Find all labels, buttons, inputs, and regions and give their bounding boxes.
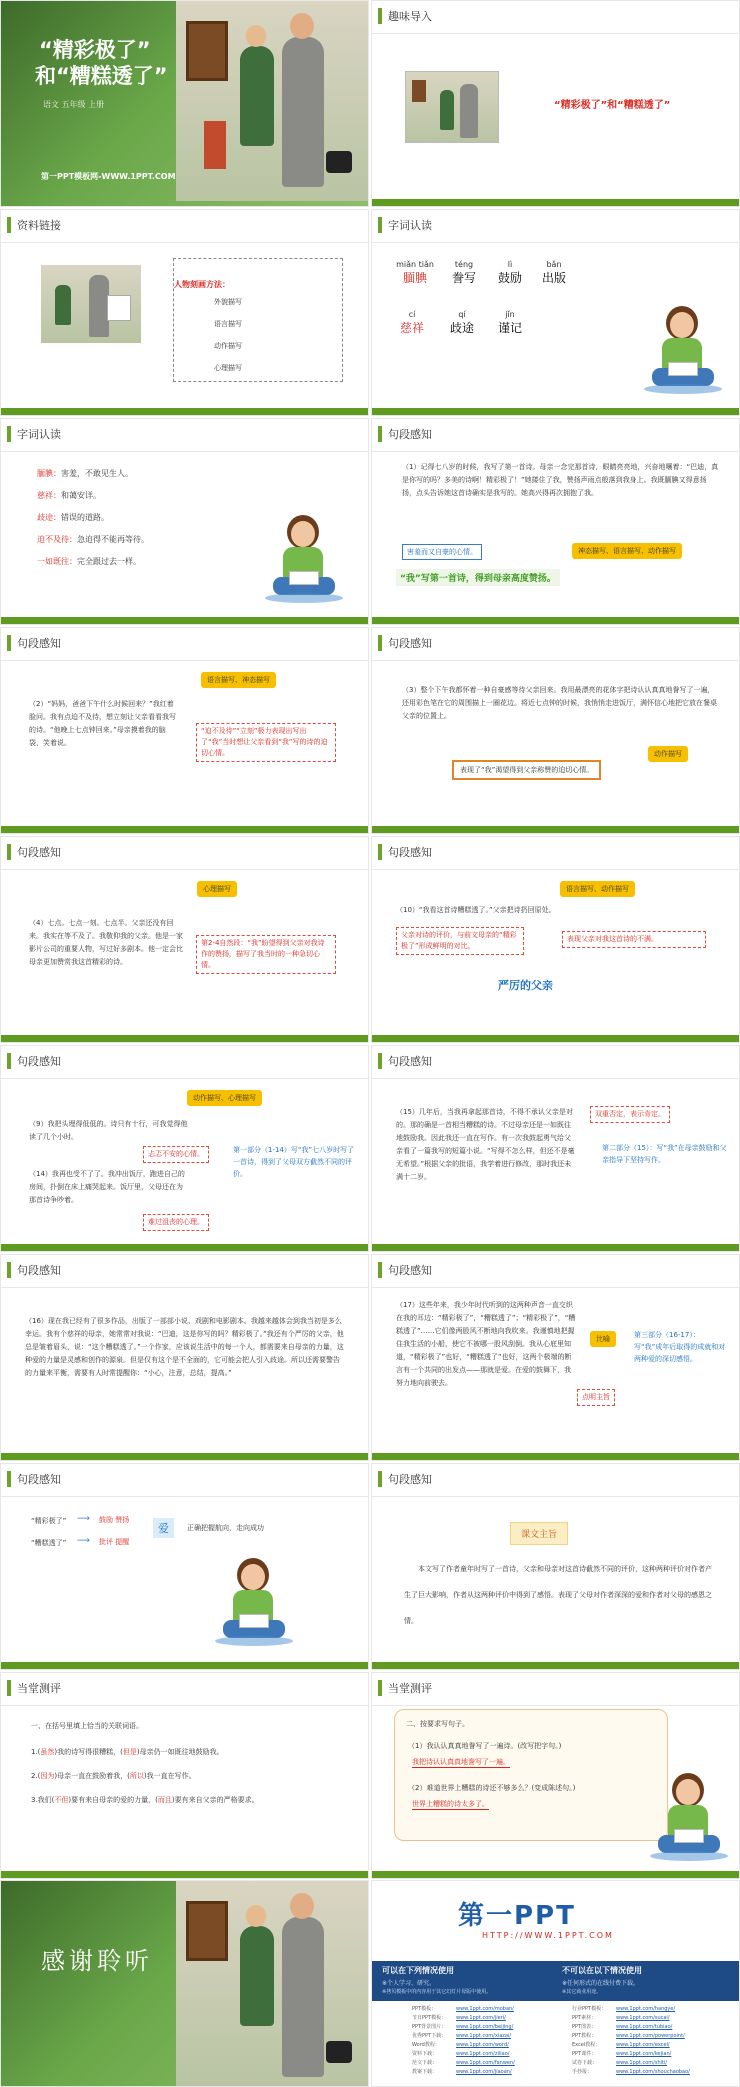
method-box: [173, 258, 343, 382]
credit-link-row[interactable]: [572, 2050, 732, 2059]
credit-link-url[interactable]: www.1ppt.com/tubiao/: [616, 2024, 673, 2030]
section-summary: 第三部分（16-17）：写“我”成年后取得的成就和对两种爱的深切感悟。: [634, 1331, 726, 1363]
credit-link-url[interactable]: www.1ppt.com/sucai/: [616, 2015, 670, 2021]
slide-header: [1, 210, 368, 243]
diagram-result: 鼓励 赞扬: [99, 1516, 130, 1524]
annotation-tag: 动作描写、心理描写: [187, 1090, 262, 1106]
credit-link-label: 行业PPT模板：: [572, 2006, 607, 2012]
right-link-list: [572, 2005, 732, 2077]
credit-link-url[interactable]: www.1ppt.com/shiti/: [616, 2060, 668, 2066]
reference-scene-thumbnail: [41, 265, 141, 343]
credit-link-url[interactable]: www.1ppt.com/jieri/: [456, 2015, 506, 2021]
credit-link-row[interactable]: [412, 2068, 562, 2077]
passage-text: （9）我把头埋得低低的。诗只有十行，可我觉得他读了几个小时。: [29, 1120, 188, 1141]
girl-reading-illustration: [263, 511, 343, 611]
love-badge: 爱: [153, 1518, 174, 1538]
credit-link-row[interactable]: [412, 2014, 562, 2023]
credit-link-row[interactable]: [412, 2059, 562, 2068]
slide-theme[interactable]: [371, 1463, 740, 1670]
method-item: 心理描写: [214, 364, 242, 372]
slide-passage-5[interactable]: [371, 836, 740, 1043]
cannot-use-note: ※其它商业用途。: [562, 1989, 602, 1995]
credit-link-row[interactable]: [572, 2041, 732, 2050]
slide-header: [372, 1673, 739, 1706]
slide-intro[interactable]: [371, 0, 740, 207]
diagram-outcome: 正确把握航向，走向成功: [187, 1524, 264, 1532]
credit-link-url[interactable]: www.1ppt.com/moban/: [456, 2006, 514, 2012]
pinyin-word: miǎn tiǎn 腼腆: [396, 260, 434, 285]
slide-passage-4[interactable]: [0, 836, 369, 1043]
passage-text: （1）记得七八岁的时候，我写了第一首诗。母亲一念完那首诗，眼睛亮亮地，兴奋地嚷着：“巴迪，真是你写的吗？多美的诗啊！精彩极了！”她搂住了我，赞扬声雨点般落到我身上。我既腼腆又得意扬扬，点头告诉她这首诗确实是我写的。她高兴得再次拥抱了我。: [402, 463, 719, 497]
quiz-answer: 我把诗认认真真地誊写了一遍。: [412, 1758, 510, 1766]
credit-link-url[interactable]: www.1ppt.com/kejian/: [616, 2051, 672, 2057]
girl-reading-illustration: [648, 1769, 728, 1869]
theme-badge: 课文主旨: [510, 1522, 568, 1545]
slide-title: 字词认读: [388, 219, 432, 232]
slide-header: [1, 419, 368, 452]
passage-text: （3）整个下午我都怀着一种自豪感等待父亲回来。我用最漂亮的花体字把诗认认真真地誊写了一遍，还用彩色笔在它的周围描上一圈花边。将近七点钟的时候，我悄悄走进饭厅，满怀信心地把它放在餐桌父亲的位置上。: [402, 686, 717, 720]
caption-text: 严厉的父亲: [498, 979, 553, 992]
credit-link-label: 教案下载：: [412, 2069, 438, 2075]
diagram-label: “精彩极了”: [31, 1517, 67, 1525]
credit-link-url[interactable]: www.1ppt.com/powerpoint/: [616, 2033, 685, 2039]
cover-title-line2: 和“糟糕透了”: [35, 64, 168, 88]
slide-header: [372, 1, 739, 34]
credit-link-label: 优秀PPT下载：: [412, 2033, 447, 2039]
passage-text: （16）现在我已经有了很多作品，出版了一部部小说、戏剧和电影剧本。我越来越体会到我当初是多么幸运。我有个慈祥的母亲，她常常对我说：“巴迪，这是你写的吗？精彩极了。”我还有个严厉的父亲，他总是皱着眉头，说：“这个糟糕透了。”一个作家，应该说生活中的每一个人，都需要来自母亲的力量，这种爱的力量是灵感和创作的源泉。但是仅有这个是不全面的，它可能会把人引入歧途。所以还需要警告的力量来平衡，需要有人时常提醒你：“小心，注意，总结，提高。”: [25, 1317, 344, 1377]
vocab-entry: 歧途：错误的道路。: [37, 513, 109, 522]
can-use-sub: ※个人学习、研究。: [382, 1980, 436, 1987]
slide-header: [1, 1046, 368, 1079]
quiz-line: 3.我们(不但)要有来自母亲的爱的力量，(而且)要有来自父亲的严格要求。: [31, 1796, 259, 1804]
credit-link-label: PPT背景图片：: [412, 2024, 447, 2030]
slide-title: 当堂测评: [17, 1682, 61, 1695]
credit-link-label: PPT教程：: [572, 2033, 597, 2039]
girl-reading-illustration: [642, 302, 722, 402]
slide-header: [1, 1464, 368, 1497]
intro-caption: “精彩极了”和“糟糕透了”: [554, 100, 671, 111]
quiz-question: 二、按要求写句子。: [406, 1720, 469, 1728]
vocab-entry: 慈祥：和蔼安详。: [37, 491, 101, 500]
passage-text: （17）这些年来，我少年时代听到的这两种声音一直交织在我的耳边：“精彩极了”，“糟糕透了”；“精彩极了”，“糟糕透了”……它们像两股风不断地向我吹来。我谨慎地把握住我生活的小船，使它不被哪一股风刮倒。我从心底里知道，“精彩极了”也好，“糟糕透了”也好，这两个极端的断言有一个共同的出发点——那就是爱。在爱的鼓舞下，我努力地向前驶去。: [396, 1301, 576, 1387]
pinyin-word: lì 鼓励: [497, 260, 522, 285]
credit-link-url[interactable]: www.1ppt.com/jiaoan/: [456, 2069, 512, 2075]
credit-link-label: 试卷下载：: [572, 2060, 598, 2066]
slide-header: [372, 419, 739, 452]
method-item: 语言描写: [214, 320, 242, 328]
arrow-right-icon: ⟶: [77, 1514, 90, 1524]
slide-title: 句段感知: [17, 1473, 61, 1486]
slide-passage-7[interactable]: [371, 1045, 740, 1252]
slide-quiz-1[interactable]: [0, 1672, 369, 1879]
slide-header: [1, 1255, 368, 1288]
credit-link-label: PPT课件：: [572, 2051, 597, 2057]
method-item: 外貌描写: [214, 298, 242, 306]
credit-link-label: Excel教程：: [572, 2042, 601, 2048]
annotation-box: 双重否定，表示肯定。: [590, 1106, 670, 1123]
slide-title: 句段感知: [388, 1473, 432, 1486]
cover-title-line1: “精彩极了”: [39, 38, 151, 62]
slide-header: [372, 210, 739, 243]
annotation-box: 难过沮丧的心理。: [143, 1214, 209, 1231]
annotation-box: “迫不及待”“立刻”极力表现出写出了“我”当时想让父亲看到“我”写的诗的迫切心情。: [196, 723, 336, 762]
credit-link-label: Word教程：: [412, 2042, 440, 2048]
slide-title: 句段感知: [17, 1264, 61, 1277]
slide-quiz-2[interactable]: [371, 1672, 740, 1879]
slide-vocab-meaning[interactable]: [0, 418, 369, 625]
slide-title: 资料链接: [17, 219, 61, 232]
credit-link-row[interactable]: [412, 2005, 562, 2014]
pinyin-word: qí 歧途: [449, 310, 474, 335]
slide-vocab-pinyin[interactable]: [371, 209, 740, 416]
credit-link-row[interactable]: [572, 2005, 732, 2014]
credit-link-url[interactable]: www.1ppt.com/excel/: [616, 2042, 670, 2048]
passage-text: （15）几年后，当我再拿起那首诗，不得不承认父亲是对的。那的确是一首相当糟糕的诗。不过母亲还是一如既往地鼓励我。因此我还一直在写作。有一次我鼓起勇气给父亲看了一篇我写的短篇小说。“写得不怎么样，但还不是毫无希望。”根据父亲的批语，我学着进行修改，那时我还未满十二岁。: [396, 1108, 575, 1181]
vocab-entry: 腼腆：害羞，不敢见生人。: [37, 469, 133, 478]
cannot-use-title: 不可以在以下情况使用: [562, 1966, 642, 1975]
cannot-use-sub: ※任何形式的在线付费下载。: [562, 1980, 640, 1987]
credit-link-row[interactable]: [572, 2023, 732, 2032]
vocab-entry: 迫不及待：急迫得不能再等待。: [37, 535, 149, 544]
annotation-box: 第2-4自然段：“我”盼望得到父亲对我诗作的赞扬，描写了我当时的一种急切心情。: [196, 935, 336, 974]
quiz-line: 2.(因为)母亲一直在鼓励着我，(所以)我一直在写作。: [31, 1772, 196, 1780]
pinyin-word: téng 誊写: [451, 260, 476, 285]
arrow-right-icon: ⟶: [77, 1536, 90, 1546]
credit-link-label: 节日PPT模板：: [412, 2015, 447, 2021]
cover-site-url[interactable]: 第一PPT模板网-WWW.1PPT.COM: [41, 172, 176, 181]
annotation-tag: 语言描写、神态描写: [201, 672, 276, 688]
vocab-entry: 一如既往：完全跟过去一样。: [37, 557, 141, 566]
credit-link-label: PPT图表：: [572, 2024, 597, 2030]
slide-passage-9[interactable]: [371, 1254, 740, 1461]
credit-link-url[interactable]: www.1ppt.com/shouchaobao/: [616, 2069, 690, 2075]
passage-text: （2）“妈妈，爸爸下午什么时候回来？”我红着脸问。我有点迫不及待，想立刻让父亲看看我写的诗。“他晚上七点钟回来。”母亲摸着我的脑袋，笑着说。: [29, 700, 176, 747]
slide-header: [1, 837, 368, 870]
credit-link-url[interactable]: www.1ppt.com/fanwen/: [456, 2060, 515, 2066]
slide-passage-3[interactable]: [371, 627, 740, 834]
pinyin-word: bǎn 出版: [541, 260, 566, 285]
brand-url[interactable]: HTTP://WWW.1PPT.COM: [482, 1931, 614, 1940]
diagram-result: 批评 提醒: [99, 1538, 130, 1546]
quiz-answer: 世界上糟糕的诗太多了。: [412, 1800, 489, 1808]
left-link-list: [412, 2005, 562, 2077]
quiz-question: （1）我认认真真地誊写了一遍诗。(改写把字句。): [408, 1742, 562, 1750]
credit-link-row[interactable]: [412, 2041, 562, 2050]
section-summary: 第一部分（1-14）写“我”七八岁时写了一首诗，得到了父母双方截然不同的评价。: [233, 1146, 355, 1178]
slide-credits[interactable]: [371, 1880, 740, 2087]
cover-subtitle: 语文 五年级 上册: [43, 100, 105, 109]
credit-link-row[interactable]: [572, 2059, 732, 2068]
can-use-title: 可以在下列情况使用: [382, 1966, 454, 1975]
slide-passage-2[interactable]: [0, 627, 369, 834]
brand-logo: 第一PPT: [458, 1901, 576, 1931]
annotation-tag: 心理描写: [197, 881, 237, 897]
credit-link-url[interactable]: www.1ppt.com/xiazai/: [456, 2033, 512, 2039]
intro-scene-thumbnail: [405, 71, 499, 143]
slide-passage-6[interactable]: [0, 1045, 369, 1252]
section-summary: 第二部分（15）：写“我”在母亲鼓励和父亲指导下坚持写作。: [602, 1144, 727, 1164]
method-item: 动作描写: [214, 342, 242, 350]
slide-title: 句段感知: [17, 637, 61, 650]
slide-header: [1, 628, 368, 661]
quiz-question: 一、在括号里填上恰当的关联词语。: [31, 1722, 143, 1730]
slide-header: [1, 1673, 368, 1706]
theme-text: 本文写了作者童年时写了一首诗，父亲和母亲对这首诗截然不同的评价，这种两种评价对作者产生了巨大影响，作者从这两种评价中得到了感悟。表现了父母对作者深深的爱和作者对父母的感恩之情。: [404, 1565, 712, 1625]
pinyin-word: jǐn 谨记: [497, 310, 522, 335]
slide-passage-1[interactable]: [371, 418, 740, 625]
slide-reference[interactable]: [0, 209, 369, 416]
diagram-label: “糟糕透了”: [31, 1539, 67, 1547]
credit-link-row[interactable]: [412, 2023, 562, 2032]
can-use-note: ※拷贝模板中的内容用于其它幻灯片母版中使用。: [382, 1989, 492, 1995]
slide-title: 句段感知: [388, 637, 432, 650]
slide-cover[interactable]: [0, 0, 369, 207]
credit-link-label: 范文下载：: [412, 2060, 438, 2066]
annotation-tag: 神态描写、语言描写、动作描写: [572, 543, 682, 559]
pinyin-word: cí 慈祥: [399, 310, 424, 335]
slide-passage-8[interactable]: [0, 1254, 369, 1461]
slide-header: [372, 628, 739, 661]
credit-link-row[interactable]: [572, 2068, 732, 2077]
slide-header: [372, 1255, 739, 1288]
cover-scene-illustration: [176, 1, 369, 201]
credit-link-row[interactable]: [412, 2032, 562, 2041]
slide-title: 句段感知: [17, 1055, 61, 1068]
credit-link-url[interactable]: www.1ppt.com/hangye/: [616, 2006, 676, 2012]
annotation-box: 父亲对诗的评价，与前文母亲的“精彩极了”形成鲜明的对比。: [396, 927, 524, 955]
slide-header: [372, 837, 739, 870]
slide-title: 句段感知: [388, 428, 432, 441]
credit-link-label: 资料下载：: [412, 2051, 438, 2057]
annotation-tag: 比喻: [590, 1331, 616, 1347]
credit-link-url[interactable]: www.1ppt.com/ziliao/: [456, 2051, 510, 2057]
annotation-box: 表现父亲对我这首诗的不满。: [562, 931, 706, 948]
credit-link-row[interactable]: [572, 2014, 732, 2023]
thanks-title: 感谢聆听: [41, 1947, 153, 1975]
credit-link-label: PPT素材：: [572, 2015, 597, 2021]
passage-text: （10）“我看这首诗糟糕透了。”父亲把诗扔回原处。: [396, 906, 556, 914]
annotation-box: 点明主旨: [577, 1389, 615, 1406]
girl-reading-illustration: [213, 1554, 293, 1654]
slide-title: 句段感知: [388, 846, 432, 859]
annotation-box: 表现了“我”渴望得到父亲称赞的迫切心情。: [452, 760, 601, 780]
credit-link-row[interactable]: [412, 2050, 562, 2059]
annotation-box: 害羞而又自豪的心情。: [402, 544, 482, 560]
credit-link-row[interactable]: [572, 2032, 732, 2041]
credit-link-label: PPT模板：: [412, 2006, 437, 2012]
annotation-box: 忐忑不安的心情。: [143, 1146, 209, 1163]
passage-text: （4）七点。七点一刻。七点半。父亲还没有回来。我实在等不及了。我敬仰我的父亲。他是一家影片公司的重要人物，写过好多剧本。他一定会比母亲更加赞赏我这首精彩的诗。: [29, 919, 183, 966]
quiz-question: （2）难道世界上糟糕的诗还不够多么？(变成陈述句。): [408, 1784, 576, 1792]
slide-title: 当堂测评: [388, 1682, 432, 1695]
credit-link-url[interactable]: www.1ppt.com/beijing/: [456, 2024, 514, 2030]
annotation-tag: 动作描写: [648, 746, 688, 762]
annotation-tag: 语言描写、动作描写: [560, 881, 635, 897]
credit-link-url[interactable]: www.1ppt.com/word/: [456, 2042, 509, 2048]
slide-summary-diagram[interactable]: [0, 1463, 369, 1670]
conclusion-text: “我”写第一首诗，得到母亲高度赞扬。: [396, 569, 560, 586]
credit-link-label: 手抄报：: [572, 2069, 593, 2075]
slide-title: 句段感知: [388, 1264, 432, 1277]
method-box-title: 人物刻画方法：: [174, 280, 230, 289]
slide-thanks[interactable]: [0, 1880, 369, 2087]
slide-title: 趣味导入: [388, 10, 432, 23]
thanks-scene-illustration: [176, 1881, 369, 2087]
passage-text: （14）我再也受不了了。我冲出饭厅，跑进自己的房间，扑倒在床上痛哭起来。饭厅里，父母还在为那首诗争吵着。: [29, 1170, 185, 1204]
slide-title: 句段感知: [388, 1055, 432, 1068]
slide-header: [372, 1046, 739, 1079]
slide-title: 句段感知: [17, 846, 61, 859]
slide-title: 字词认读: [17, 428, 61, 441]
slide-header: [372, 1464, 739, 1497]
quiz-line: 1.(虽然)我的诗写得很糟糕，(但是)母亲仍一如既往地鼓励我。: [31, 1748, 224, 1756]
